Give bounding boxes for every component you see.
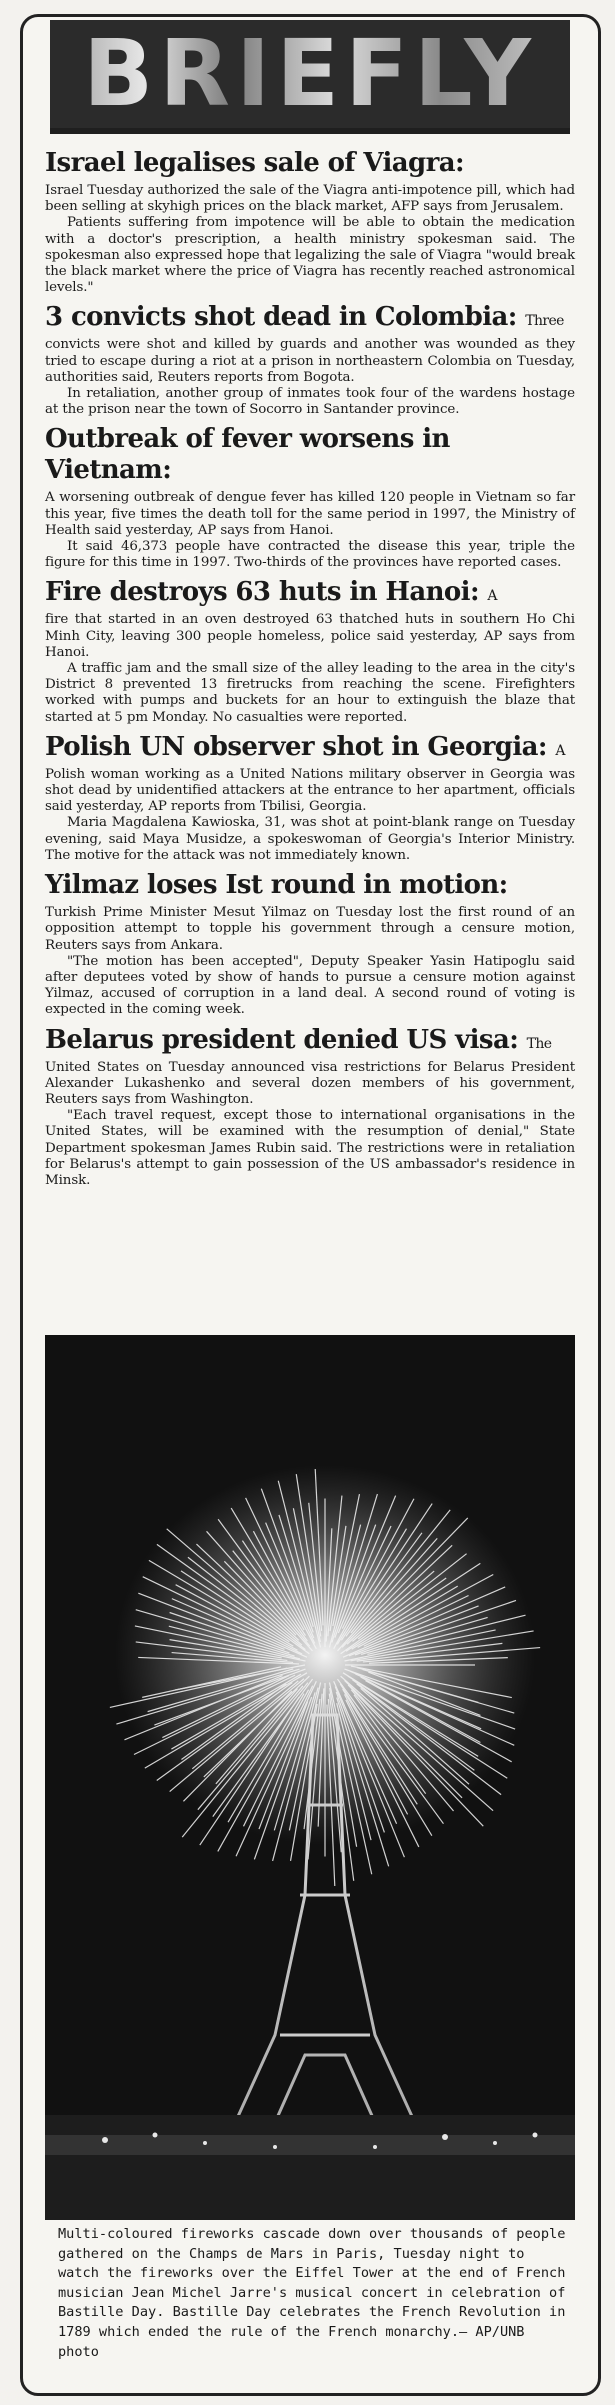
- headline: Polish UN observer shot in Georgia: A: [45, 731, 565, 762]
- paragraph: "The motion has been accepted", Deputy Speaker Yasin Hatipoglu said after deputees voted by show of hands to pursue a censure motion against Yilmaz, accused of corruption in a land deal. A second round of voting is expected in the coming week.: [45, 953, 575, 1018]
- paragraph: Turkish Prime Minister Mesut Yilmaz on Tuesday lost the first round of an opposition attempt to topple his government through a censure motion, Reuters says from Ankara.: [45, 905, 575, 953]
- fireworks-icon: [45, 1335, 575, 2220]
- paragraph: United States on Tuesday announced visa restrictions for Belarus President Alexander Lukashenko and several dozen members of his government, Reuters says from Washington.: [45, 1059, 575, 1107]
- paragraph: In retaliation, another group of inmates took four of the wardens hostage at the prison near the town of Socorro in Santander province.: [45, 386, 575, 418]
- headline: Belarus president denied US visa: The: [45, 1024, 552, 1055]
- headline: Fire destroys 63 huts in Hanoi: A: [45, 577, 497, 608]
- masthead: [50, 20, 570, 128]
- headline: 3 convicts shot dead in Colombia: Three: [45, 302, 564, 333]
- paragraph: A worsening outbreak of dengue fever has killed 120 people in Vietnam so far this year, five times the death toll for the same period in 1997, the Ministry of Health said yesterday, AP says from Hanoi.: [45, 490, 575, 538]
- paragraph: Israel Tuesday authorized the sale of the Viagra anti-impotence pill, which had been selling at skyhigh prices on the black market, AFP says from Jerusalem.: [45, 183, 575, 215]
- story-hanoi-fire: [45, 577, 575, 725]
- paragraph: convicts were shot and killed by guards and another was wounded as they tried to escape during a riot at a prison in northeastern Colombia on Tuesday, authorities said, Reuters reports from Bogota.: [45, 337, 575, 385]
- fireworks-eiffel-photo: [45, 1335, 575, 2220]
- paragraph: Patients suffering from impotence will be able to obtain the medication with a doctor's prescription, a health ministry spokesman said. The spokesman also expressed hope that legalizing the sale of Viagra "would break the black market where the price of Viagra has recently reached astronomical levels.": [45, 215, 575, 296]
- masthead-title: BRIEFLY: [50, 20, 570, 128]
- story-colombia: [45, 302, 575, 418]
- paragraph: Polish woman working as a United Nations military observer in Georgia was shot dead by unidentified attackers at the entrance to her apartment, officials said yesterday, AP reports from Tbilisi, Georgia.: [45, 766, 575, 815]
- paragraph: A traffic jam and the small size of the alley leading to the area in the city's District 8 prevented 13 firetrucks from reaching the scene. Firefighters worked with pumps and buckets for an hour to extinguish the blaze that started at 5 pm Monday. No casualties were reported.: [45, 661, 575, 725]
- story-viagra: [45, 148, 575, 296]
- masthead-rule: [50, 128, 570, 134]
- headline: Israel legalises sale of Viagra:: [45, 148, 464, 178]
- story-georgia: [45, 732, 575, 864]
- paragraph: Maria Magdalena Kawioska, 31, was shot at point-blank range on Tuesday evening, said Maya Musidze, a spokeswoman of Georgia's Interior Ministry. The motive for the attack was not immediately known.: [45, 815, 575, 863]
- stories-column: [45, 148, 575, 1195]
- story-yilmaz: [45, 870, 575, 1018]
- paragraph: "Each travel request, except those to international organisations in the United States, will be examined with the resumption of denial," State Department spokesman James Rubin said. The restrictions were in retaliation for Belarus's attempt to gain possession of the US ambassador's residence in Minsk.: [45, 1108, 575, 1188]
- headline: Outbreak of fever worsens in Vietnam:: [45, 424, 450, 486]
- story-vietnam: [45, 424, 575, 571]
- headline: Yilmaz loses Ist round in motion:: [45, 870, 508, 901]
- paragraph: It said 46,373 people have contracted the disease this year, triple the figure for this time in 1997. Two-thirds of the provinces have reported cases.: [45, 539, 575, 571]
- paragraph: fire that started in an oven destroyed 63 thatched huts in southern Ho Chi Minh City, leaving 300 people homeless, police said yesterday, AP says from Hanoi.: [45, 612, 575, 660]
- photo-caption: Multi-coloured fireworks cascade down over thousands of people gathered on the Champs de Mars in Paris, Tuesday night to watch the fireworks over the Eiffel Tower at the end of French musician Jean Michel Jarre's musical concert in celebration of Bastille Day. Bastille Day celebrates the French Revolution in 1789 which ended the rule of the French monarchy.— AP/UNB photo: [58, 2226, 566, 2360]
- story-belarus: [45, 1025, 575, 1190]
